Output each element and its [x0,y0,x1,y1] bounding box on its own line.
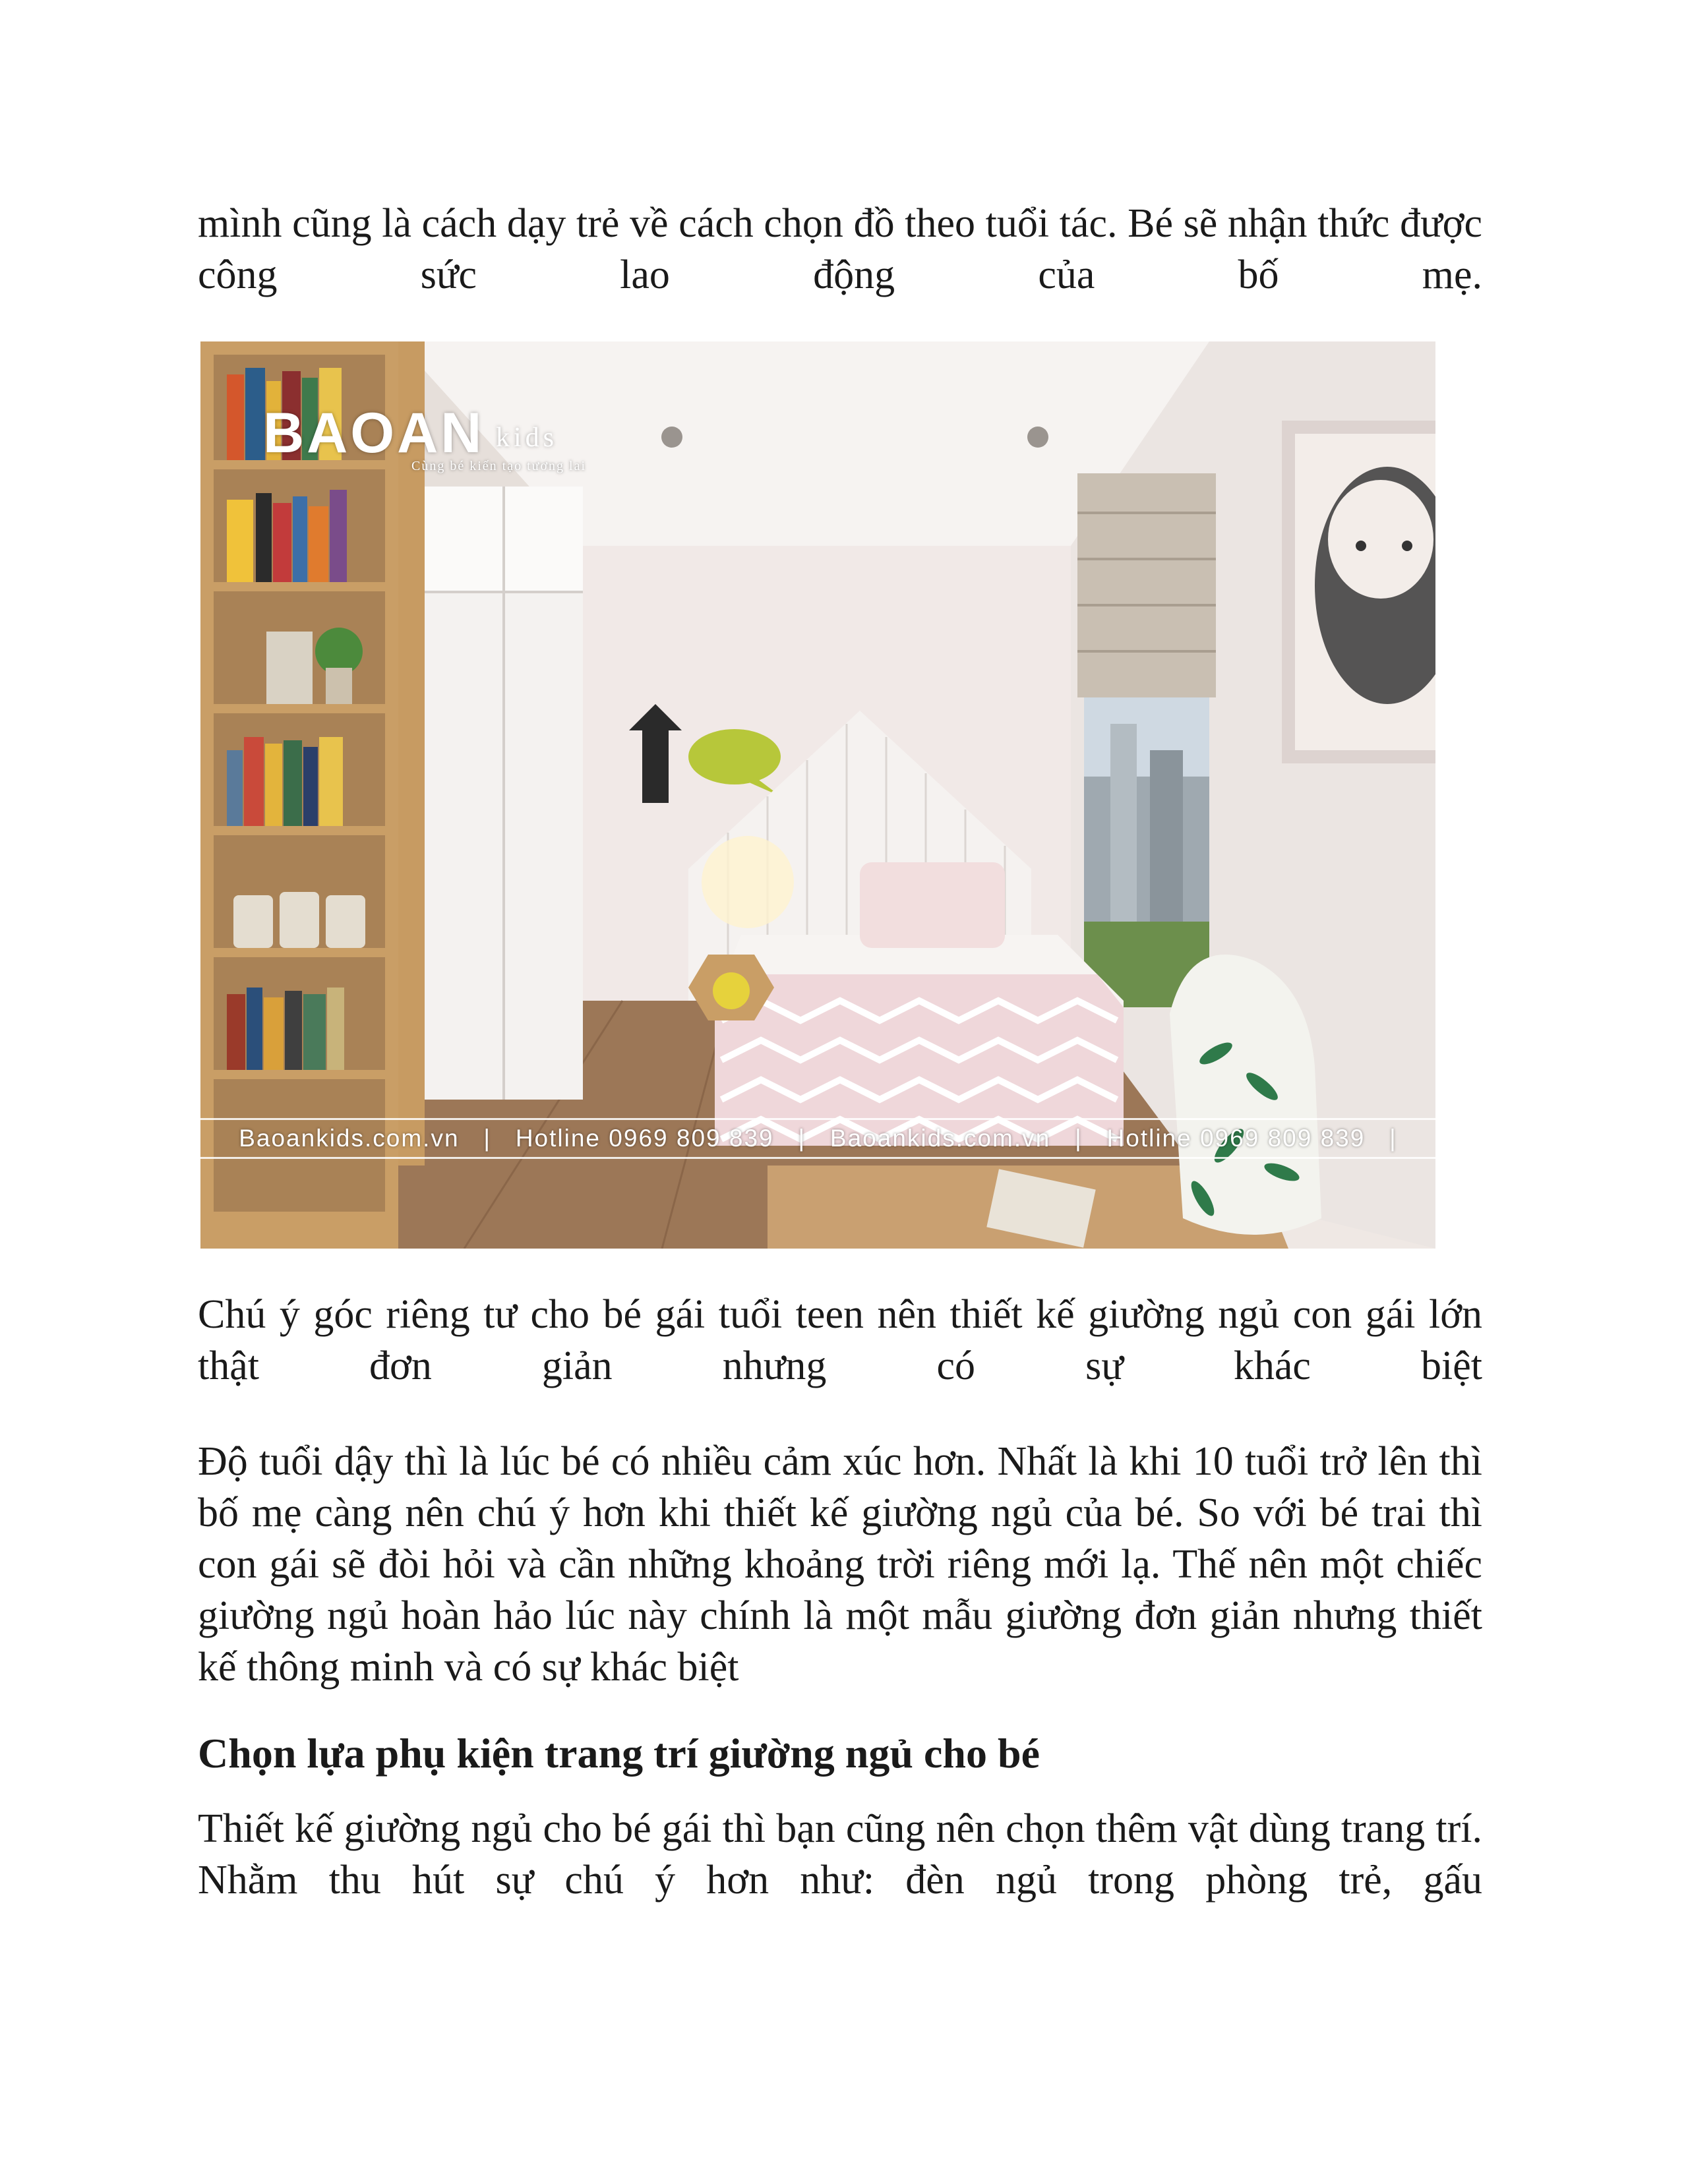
baoan-logo: BAOAN [263,401,485,465]
body-paragraph: Độ tuổi dậy thì là lúc bé có nhiều cảm xúc hơn. Nhất là khi 10 tuổi trở lên thì bố mẹ càng nên chú ý hơn khi thiết kế giường ngủ của bé. So với bé trai thì con gái sẽ đòi hỏi và cần những khoảng trời riêng mới lạ. Thế nên một chiếc giường ngủ hoàn hảo lúc này chính là một mẫu giường đơn giản nhưng thiết kế thông minh và có sự khác biệt [198,1439,1482,1690]
image-watermark: Baoankids.com.vn | Hotline 0969 809 839 | Baoankids.com.vn | Hotline 0969 809 839 | [200,1118,1435,1159]
bedroom-photo [200,341,1435,1249]
bedroom-illustration [200,341,1435,1249]
baoan-logo-slogan: Cùng bé kiến tạo tương lai [411,459,587,473]
section-heading: Chọn lựa phụ kiện trang trí giường ngủ cho bé [198,1730,1040,1777]
intro-paragraph: mình cũng là cách dạy trẻ về cách chọn đồ theo tuổi tác. Bé sẽ nhận thức được công sức lao động của bố mẹ. [198,201,1482,297]
image-caption: Chú ý góc riêng tư cho bé gái tuổi teen nên thiết kế giường ngủ con gái lớn thật đơn giản nhưng có sự khác biệt [198,1292,1482,1388]
baoan-logo-suffix: kids [496,423,558,453]
decoration-paragraph: Thiết kế giường ngủ cho bé gái thì bạn cũng nên chọn thêm vật dùng trang trí. Nhằm thu hút sự chú ý hơn như: đèn ngủ trong phòng trẻ, gấu [198,1806,1482,1903]
